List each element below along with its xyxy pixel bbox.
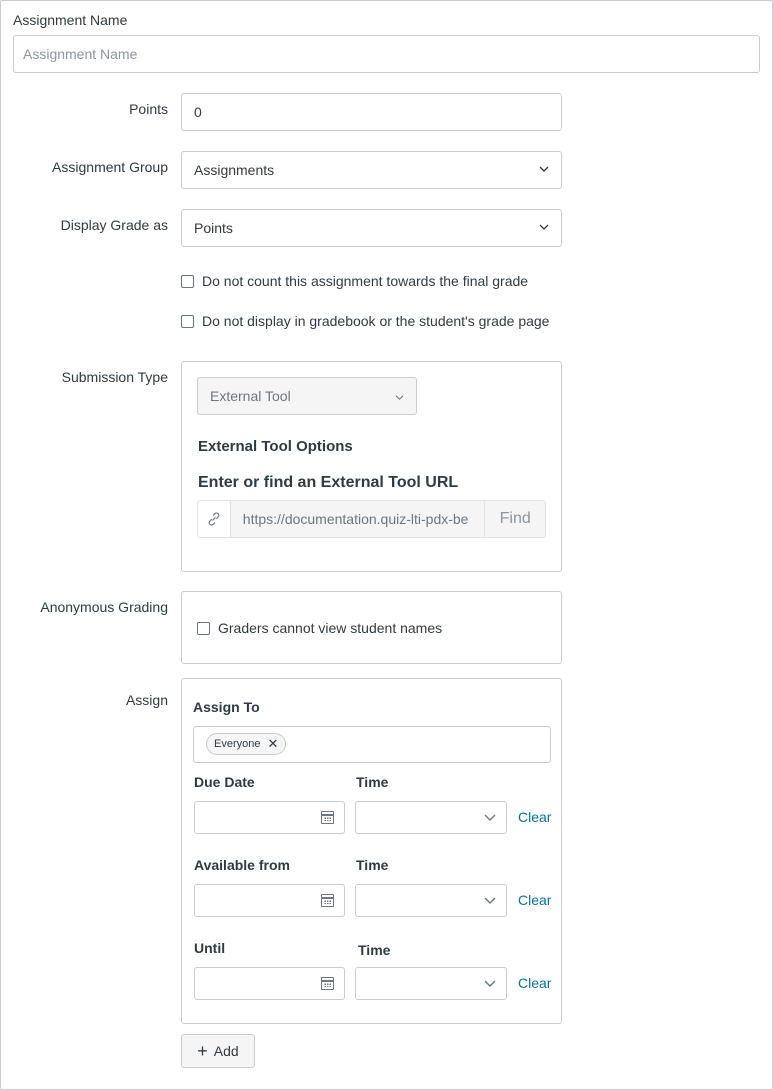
chevron-down-icon (484, 975, 496, 993)
assign-to-label: Assign To (193, 699, 260, 715)
available-clear-link[interactable]: Clear (518, 892, 552, 908)
submission-type-select[interactable] (197, 377, 417, 415)
assignment-name-label: Assignment Name (13, 12, 128, 28)
chevron-down-icon (484, 892, 496, 910)
assign-label: Assign (125, 692, 168, 708)
submission-type-value: External Tool (210, 388, 291, 404)
available-time-label: Time (356, 857, 389, 873)
anonymous-grading-checkbox[interactable] (197, 622, 210, 635)
due-date-input[interactable] (194, 801, 345, 834)
chevron-down-icon (484, 809, 496, 827)
due-time-select[interactable] (355, 801, 507, 834)
external-tool-url-input[interactable]: https://documentation.quiz-lti-pdx-be (231, 501, 485, 537)
chevron-down-icon (395, 388, 404, 404)
chevron-down-icon (539, 222, 549, 234)
display-grade-label: Display Grade as (60, 217, 168, 233)
anonymous-grading-row[interactable] (197, 620, 442, 636)
until-label: Until (194, 940, 226, 956)
due-time-label: Time (356, 774, 389, 790)
calendar-icon[interactable] (321, 977, 334, 990)
assignment-name-input[interactable] (13, 35, 760, 73)
until-time-label: Time (358, 942, 391, 958)
chevron-down-icon (539, 164, 549, 176)
anonymous-grading-checkbox-label: Graders cannot view student names (218, 620, 443, 636)
link-icon (198, 501, 231, 537)
everyone-tag-label: Everyone (214, 738, 261, 750)
available-from-input[interactable] (194, 884, 345, 917)
no-final-grade-label: Do not count this assignment towards the final grade (202, 273, 529, 289)
assign-to-input[interactable] (193, 726, 551, 763)
due-clear-link[interactable]: Clear (518, 809, 552, 825)
external-tool-url-group (197, 500, 546, 538)
submission-type-label: Submission Type (61, 369, 168, 385)
display-grade-value: Points (194, 220, 233, 236)
find-button[interactable]: Find (484, 501, 545, 537)
until-clear-link[interactable]: Clear (518, 975, 552, 991)
assignment-group-value: Assignments (194, 162, 275, 178)
calendar-icon[interactable] (321, 894, 334, 907)
until-input[interactable] (194, 967, 345, 1000)
points-label: Points (129, 101, 168, 117)
assignment-group-select[interactable] (181, 151, 562, 189)
external-tool-options-heading: External Tool Options (198, 438, 353, 455)
until-time-select[interactable] (355, 967, 507, 1000)
external-tool-url-heading: Enter or find an External Tool URL (198, 474, 459, 491)
close-icon[interactable]: ✕ (267, 736, 279, 751)
points-value: 0 (194, 104, 202, 120)
due-date-label: Due Date (194, 774, 255, 790)
no-gradebook-checkbox[interactable] (181, 315, 194, 328)
anonymous-grading-label: Anonymous Grading (40, 599, 168, 615)
available-from-label: Available from (194, 857, 290, 873)
no-final-grade-row[interactable] (181, 273, 528, 289)
plus-icon: + (197, 1041, 208, 1061)
points-input[interactable] (181, 93, 562, 131)
add-button-label: Add (213, 1043, 239, 1059)
everyone-tag[interactable] (206, 733, 286, 755)
calendar-icon[interactable] (321, 811, 334, 824)
available-time-select[interactable] (355, 884, 507, 917)
no-gradebook-label: Do not display in gradebook or the student's grade page (202, 313, 550, 329)
no-final-grade-checkbox[interactable] (181, 275, 194, 288)
display-grade-select[interactable] (181, 209, 562, 247)
no-gradebook-row[interactable] (181, 313, 549, 329)
assignment-group-label: Assignment Group (52, 159, 168, 175)
add-button[interactable] (181, 1034, 255, 1068)
